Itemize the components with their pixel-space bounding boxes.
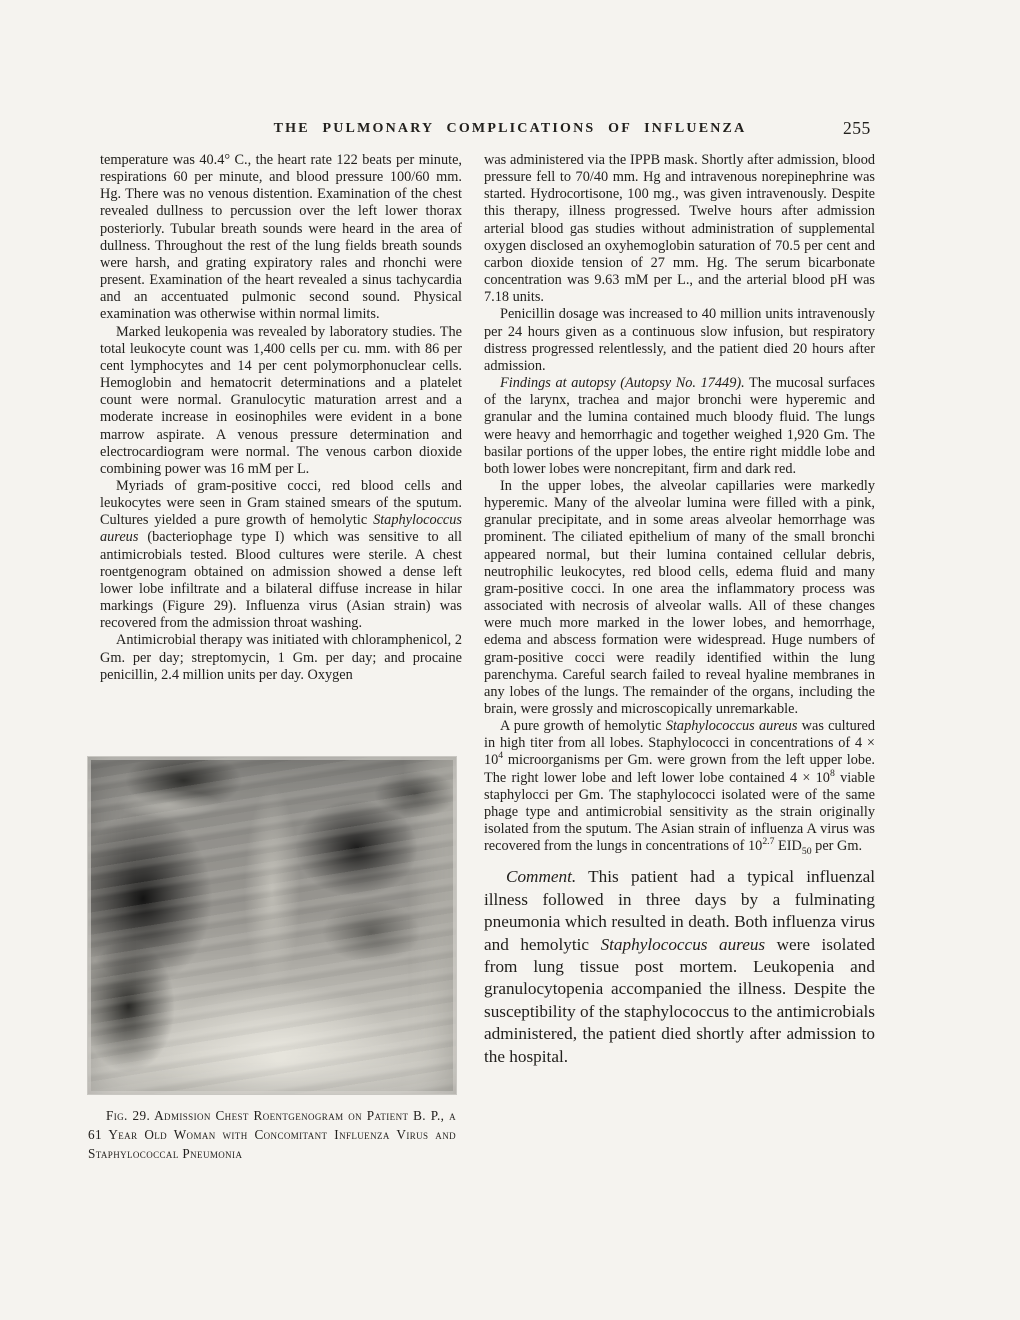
paragraph: Antimicrobial therapy was initiated with chloramphenicol, 2 Gm. per day; streptomycin, 1 Gm. per day; and procaine penicillin, 2.4 million units per day. Oxygen xyxy=(100,632,462,683)
paragraph: was administered via the IPPB mask. Shortly after admission, blood pressure fell to 70/40 mm. Hg and intravenous norepinephrine was started. Hydrocortisone, 100 mg., was given intravenously. Despite this therapy, illness progressed. Twelve hours after admission arterial blood gas studies without administration of supplemental oxygen disclosed an oxyhemoglobin saturation of 70.5 per cent and carbon dioxide tension of 27 mm. Hg. The serum bicarbonate concentration was 9.63 mM per L., and the arterial blood pH was 7.18 units. xyxy=(484,152,875,306)
paragraph: Comment. This patient had a typical influenzal illness followed in three days by a fulminating pneumonia which resulted in death. Both influenza virus and hemolytic Staphylococcus aureus were isolated from lung tissue post mortem. Leukopenia and granulocytopenia accompanied the illness. Despite the susceptibility of the staphylococcus to the antimicrobials administered, the patient died shortly after admission to the hospital. xyxy=(484,867,875,1066)
paragraph: Penicillin dosage was increased to 40 million units intravenously per 24 hours given as a continuous slow infusion, but respiratory distress progressed relentlessly, and the patient died 20 hours after admission. xyxy=(484,306,875,374)
figure-caption: Fig. 29. Admission Chest Roentgenogram on Patient B. P., a 61 Year Old Woman with Concomitant Influenza Virus and Staphylococcal Pneumonia xyxy=(88,1108,456,1161)
case-report-text-right xyxy=(484,152,875,858)
paragraph: Findings at autopsy (Autopsy No. 17449). The mucosal surfaces of the larynx, trachea and major bronchi were hyperemic and granular and the lumina contained much bloody fluid. The lungs were heavy and hemorrhagic and together weighed 1,920 Gm. The basilar portions of the upper lobes, the entire right middle lobe and both lower lobes were noncrepitant, firm and dark red. xyxy=(484,375,875,477)
page-number: 255 xyxy=(843,118,871,138)
running-title: THE PULMONARY COMPLICATIONS OF INFLUENZA xyxy=(273,121,747,136)
column-right xyxy=(484,152,875,1068)
chest-xray-image xyxy=(88,757,456,1094)
paragraph: Marked leukopenia was revealed by laboratory studies. The total leukocyte count was 1,400 cells per cu. mm. with 86 per cent lymphocytes and 14 per cent polymorphonuclear cells. Hemoglobin and hematocrit determinations and a platelet count were normal. Granulocytic maturation arrest and a moderate increase in eosinophiles were evident in a bone marrow aspirate. A venous pressure determination and electrocardiogram were normal. The venous carbon dioxide combining power was 16 mM per L. xyxy=(100,323,462,477)
paragraph: Myriads of gram-positive cocci, red blood cells and leukocytes were seen in Gram stained smears of the sputum. Cultures yielded a pure growth of hemolytic Staphylococcus aureus (bacteriophage type I) which was sensitive to all antimicrobials tested. Blood cultures were sterile. A chest roentgenogram obtained on admission showed a dense left lower lobe infiltrate and a bilateral diffuse increase in hilar markings (Figure 29). Influenza virus (Asian strain) was recovered from the admission throat washing. xyxy=(100,477,462,632)
paragraph: temperature was 40.4° C., the heart rate 122 beats per minute, respirations 60 per minute, and blood pressure 100/60 mm. Hg. There was no venous distention. Examination of the chest revealed dullness to percussion over the left lower thorax posteriorly. Tubular breath sounds were heard in the area of dullness. Throughout the rest of the lung fields breath sounds were harsh, and grating expiratory rales and rhonchi were present. Examination of the heart revealed a sinus tachycardia and an accentuated pulmonic second sound. Physical examination was otherwise within normal limits. xyxy=(100,152,462,323)
paragraph: In the upper lobes, the alveolar capillaries were markedly hyperemic. Many of the alveolar lumina were filled with a pink, granular precipitate, and in some areas alveolar hemorrhage was prominent. The ciliated epithelium of many of the small bronchi appeared normal, but their lumina contained cellular debris, neutrophilic leukocytes, red blood cells, edema fluid and many gram-positive cocci. In one area the inflammatory process was associated with necrosis of alveolar walls. All of these changes were much more marked in the lower lobes, and hemorrhage, edema and abscess formation were widespread. Huge numbers of gram-positive cocci were readily identified within the lung parenchyma. Careful search failed to reveal hyaline membranes in any lobes of the lungs. The remainder of the organs, including the brain, were grossly and microscopically unremarkable. xyxy=(484,477,875,717)
paragraph: A pure growth of hemolytic Staphylococcus aureus was cultured in high titer from all lobes. Staphylococci in concentrations of $4 \times 10^4$ microorganisms per Gm. were grown from the left upper lobe. The right lower lobe and left lower lobe contained $4 \times 10^8$ viable staphylocci per Gm. The staphylococci isolated were of the same phage type and antimicrobial sensitivity as the strain originally isolated from the sputum. The Asian strain of influenza A virus was recovered from the lungs in concentrations of $10^{2.7}$ $EID_{50}$ per Gm. xyxy=(484,718,875,858)
column-left xyxy=(100,152,462,684)
comment-section xyxy=(484,866,875,1068)
figure-29 xyxy=(88,757,456,1163)
